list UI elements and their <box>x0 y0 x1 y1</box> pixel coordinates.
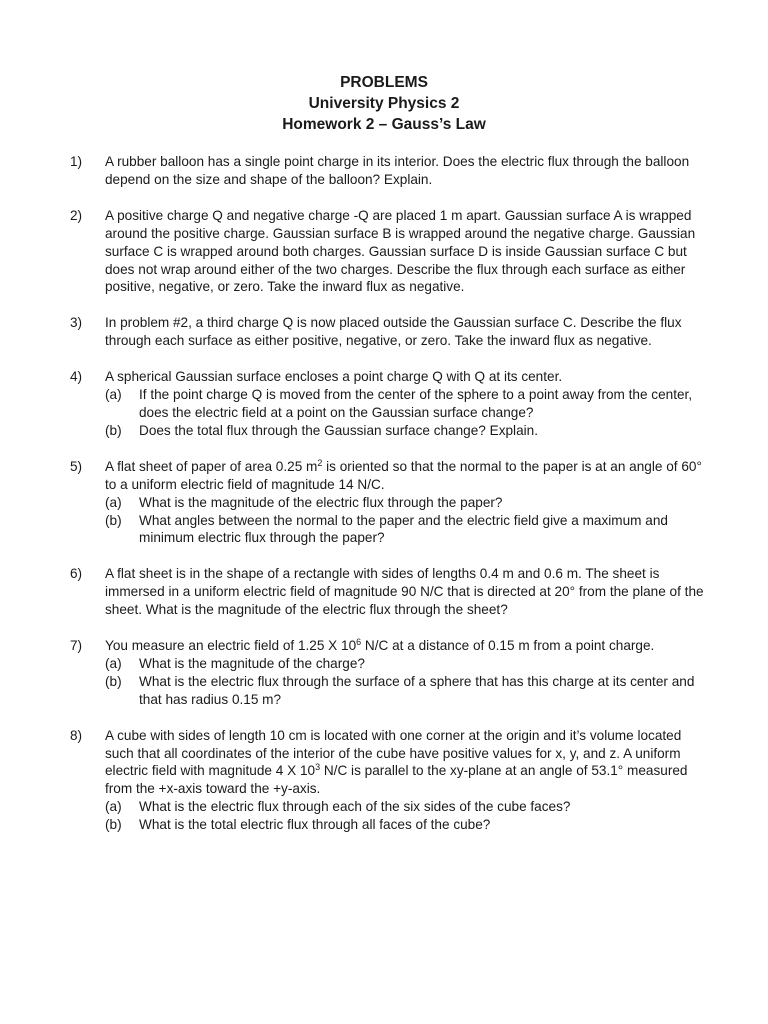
sub-question-a <box>105 798 710 816</box>
sub-question-text: What is the total electric flux through all faces of the cube? <box>139 817 491 833</box>
problem-text-part: You measure an electric field of 1.25 X 10 <box>105 638 357 654</box>
problem-number: 1) <box>70 154 83 169</box>
problem-1 <box>70 153 710 189</box>
problem-text-part: N/C at a distance of 0.15 m from a point charge. <box>361 638 655 654</box>
sub-question-label: (b) <box>105 422 122 438</box>
problem-list <box>70 153 710 852</box>
problem-text <box>105 637 710 655</box>
sub-question-text: What angles between the normal to the paper and the electric field give a maximum and minimum electric flux through the paper? <box>139 512 668 546</box>
problem-text-part: A flat sheet of paper of area 0.25 m <box>105 458 318 474</box>
sub-question-label: (a) <box>105 655 122 671</box>
sub-question-a <box>105 494 710 512</box>
problem-text: A spherical Gaussian surface encloses a point charge Q with Q at its center. <box>105 369 563 385</box>
problem-number: 8) <box>70 727 83 743</box>
homework-title: Homework 2 – Gauss’s Law <box>282 116 486 133</box>
problem-4 <box>70 368 710 440</box>
problem-2 <box>70 207 710 297</box>
sub-question-b <box>105 816 710 834</box>
problem-text <box>105 727 710 799</box>
superscript: 6 <box>356 637 362 648</box>
problem-6 <box>70 565 710 619</box>
problem-7 <box>70 637 710 709</box>
sub-question-b <box>105 512 710 548</box>
course-title: University Physics 2 <box>308 95 460 112</box>
sub-question-text: Does the total flux through the Gaussian surface change? Explain. <box>139 422 538 438</box>
sub-question-b <box>105 422 710 440</box>
problem-3 <box>70 314 710 350</box>
sub-question-b <box>105 673 710 709</box>
sub-question-label: (a) <box>105 799 122 815</box>
superscript: 3 <box>315 762 321 773</box>
problem-number: 5) <box>70 458 83 474</box>
problem-text: A rubber balloon has a single point charge in its interior. Does the electric flux through the balloon depend on the size and shape of the balloon? Explain. <box>105 154 690 187</box>
problem-text: A flat sheet is in the shape of a rectangle with sides of lengths 0.4 m and 0.6 m. The sheet is immersed in a uniform electric field of magnitude 90 N/C that is directed at 20° from the plane of the sheet. What is the magnitude of the electric flux through the sheet? <box>105 566 704 618</box>
problem-number: 4) <box>70 369 83 385</box>
problem-number: 2) <box>70 207 83 223</box>
sub-question-label: (b) <box>105 512 122 528</box>
sub-question-text: What is the magnitude of the electric flux through the paper? <box>139 494 503 510</box>
problem-text-part: is oriented so that the normal to the paper is at an angle of 60° to a uniform electric field of magnitude 14 N/C. <box>105 458 702 492</box>
sub-question-a <box>105 386 710 422</box>
problem-text <box>105 458 710 494</box>
sub-question-text: What is the electric flux through the surface of a sphere that has this charge at its center and that has radius 0.15 m? <box>139 673 695 707</box>
header-title: PROBLEMS <box>340 74 428 91</box>
sub-question-label: (a) <box>105 494 122 510</box>
sub-question-text: What is the electric flux through each of the six sides of the cube faces? <box>139 799 571 815</box>
sub-question-text: If the point charge Q is moved from the center of the sphere to a point away from the center, does the electric field at a point on the Gaussian surface change? <box>139 387 693 420</box>
sub-question-a <box>105 655 710 673</box>
problem-5 <box>70 458 710 548</box>
document-header <box>0 72 768 135</box>
problem-number: 3) <box>70 315 83 331</box>
problem-text-part: A cube with sides of length 10 cm is located with one corner at the origin and it’s volume located such that all coordinates of the interior of the cube have positive values for x, y, and z. A uniform electric field with magnitude 4 X 10 <box>105 727 682 779</box>
problem-8 <box>70 727 710 834</box>
sub-question-text: What is the magnitude of the charge? <box>139 655 365 671</box>
sub-question-label: (a) <box>105 387 122 403</box>
sub-question-label: (b) <box>105 817 122 833</box>
problem-number: 6) <box>70 566 83 582</box>
sub-question-label: (b) <box>105 673 122 689</box>
problem-text: A positive charge Q and negative charge -Q are placed 1 m apart. Gaussian surface A is wrapped around the positive charge. Gaussian surface B is wrapped around the negative charge. Gaussian surface C is wrapped around both charges. Gaussian surface D is inside Gaussian surface C but does not wrap around either of the two charges. Describe the flux through each surface as either positive, negative, or zero. Take the inward flux as negative. <box>105 207 696 295</box>
problem-text-part: N/C is parallel to the xy-plane at an angle of 53.1° measured from the +x-axis toward the +y-axis. <box>105 763 688 797</box>
problem-text: In problem #2, a third charge Q is now placed outside the Gaussian surface C. Describe the flux through each surface as either positive, negative, or zero. Take the inward flux as negative. <box>105 315 682 349</box>
problem-number: 7) <box>70 638 83 654</box>
superscript: 2 <box>317 457 323 468</box>
